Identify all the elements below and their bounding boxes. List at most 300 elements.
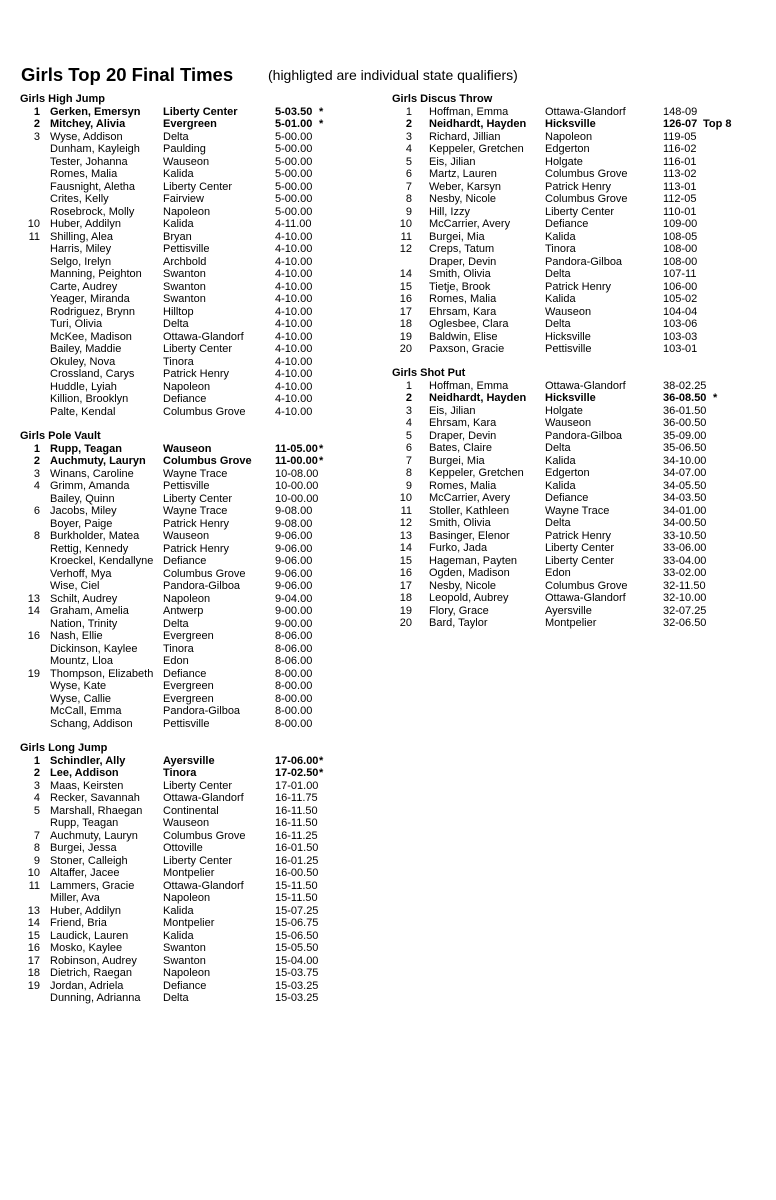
event-heading: Girls Shot Put [392,367,466,379]
result-row [20,243,313,256]
school-name: Ayersville [163,754,215,767]
result-row [392,205,697,219]
school-name: Fairview [163,193,204,205]
event-heading: Girls Discus Throw [392,93,493,105]
result-row [20,343,313,356]
result-row [392,554,707,568]
place-cell: 6 [405,168,412,180]
result-mark: 34-00.50 [663,517,707,529]
result-mark: 15-07.25 [275,904,319,917]
result-mark: 105-02 [663,293,698,305]
result-mark: 4-10.00 [275,380,313,393]
athlete-name: McCarrier, Avery [429,492,511,504]
school-name: Hicksville [545,392,596,404]
place-cell: 2 [33,118,40,130]
place-cell: 11 [28,879,40,892]
school-name: Tinora [163,767,197,779]
athlete-name: Yeager, Miranda [50,293,130,305]
school-name: Wauseon [545,417,592,429]
athlete-name: Fausnight, Aletha [50,180,136,193]
result-row [20,542,313,556]
school-name: Ottawa-Glandorf [163,330,244,343]
athlete-name: Romes, Malia [429,479,497,492]
result-mark: 15-04.00 [275,954,319,967]
result-mark: 15-06.50 [275,929,319,942]
athlete-name: Flory, Grace [429,604,489,617]
athlete-name: Baldwin, Elise [429,330,498,343]
result-mark: 5-00.00 [275,193,313,205]
result-row [392,230,698,244]
athlete-name: Grimm, Amanda [50,480,130,492]
result-row [20,505,313,518]
result-mark: 4-10.00 [275,318,313,330]
athlete-name: Richard, Jillian [429,130,501,143]
result-row [392,429,707,443]
result-mark: 15-05.50 [275,942,319,954]
result-mark: 4-10.00 [275,280,313,293]
place-cell: 8 [405,193,412,205]
result-row [20,155,313,169]
result-mark: 9-08.00 [275,517,313,530]
school-name: Liberty Center [545,542,615,554]
result-mark: 103-03 [663,330,698,343]
school-name: Tinora [163,642,194,655]
result-mark: 11-00.00 [275,455,318,467]
school-name: Ottawa-Glandorf [163,792,244,804]
place-cell: 12 [399,517,412,529]
result-mark: 9-06.00 [275,580,313,592]
place-cell: 11 [400,504,412,517]
result-mark: 4-10.00 [275,355,313,368]
school-name: Edgerton [545,467,590,479]
school-name: Defiance [545,218,589,230]
athlete-name: Crossland, Carys [50,368,135,380]
place-cell: 4 [405,417,412,429]
place-cell: 8 [33,842,40,854]
place-cell: 1 [405,105,412,118]
athlete-name: Marshall, Rhaegan [50,804,143,817]
school-name: Wayne Trace [163,505,228,517]
athlete-name: Turi, Olivia [50,318,103,330]
place-cell: 13 [27,904,40,917]
qualifier-note: * [319,118,324,130]
result-mark: 104-04 [663,305,698,318]
athlete-name: Draper, Devin [429,255,497,268]
athlete-name: Keppeler, Gretchen [429,467,524,479]
athlete-name: Tietje, Brook [429,280,491,293]
school-name: Delta [545,268,571,280]
athlete-name: Burgei, Mia [429,230,485,243]
result-row [20,180,313,194]
result-mark: 10-08.00 [275,467,319,480]
athlete-name: Jacobs, Miley [50,505,117,517]
place-cell: 9 [33,854,40,867]
athlete-name: Miller, Ava [50,892,100,904]
place-cell: 2 [405,392,412,404]
result-mark: 103-06 [663,318,698,330]
place-cell: 9 [405,479,412,492]
result-mark: 113-01 [663,180,697,193]
result-row [392,155,697,169]
result-mark: 109-00 [663,218,698,230]
place-cell: 14 [399,268,412,280]
result-row [20,617,313,631]
result-mark: 15-03.25 [275,992,319,1004]
result-row [392,343,698,356]
athlete-name: Stoller, Kathleen [429,504,510,517]
place-cell: 17 [27,954,40,967]
school-name: Pandora-Gilboa [545,429,623,442]
result-mark: 34-05.50 [663,479,707,492]
athlete-name: Keppeler, Gretchen [429,143,524,155]
result-row [20,967,319,980]
athlete-name: Shilling, Alea [50,230,113,243]
place-cell: 8 [33,530,40,542]
athlete-name: Recker, Savannah [50,792,140,804]
place-cell: 5 [405,155,412,168]
athlete-name: Nesby, Nicole [429,193,497,205]
athlete-name: Tester, Johanna [50,155,128,168]
place-cell: 16 [399,293,412,305]
place-cell: 7 [405,454,412,467]
result-row [20,879,318,893]
result-mark: 16-11.50 [275,804,318,817]
athlete-name: Crites, Kelly [50,193,109,205]
school-name: Edon [545,567,571,579]
result-row [20,380,313,394]
school-name: Kalida [163,168,194,180]
result-mark: 36-00.50 [663,417,707,429]
place-cell: 4 [405,143,412,155]
qualifier-note: * [319,767,324,779]
school-name: Liberty Center [163,180,233,193]
result-row [20,605,313,618]
result-row [20,779,319,793]
result-mark: 8-00.00 [275,717,313,730]
place-cell: 17 [399,579,412,592]
school-name: Columbus Grove [163,567,246,580]
athlete-name: Eis, Jilian [429,155,476,168]
result-row [392,330,698,344]
athlete-name: Burkholder, Matea [50,530,140,542]
result-mark: 16-01.25 [275,854,319,867]
school-name: Delta [545,517,571,529]
result-row [20,355,313,369]
school-name: Ottawa-Glandorf [163,879,244,892]
school-name: Napoleon [163,892,211,904]
result-mark: 33-04.00 [663,554,707,567]
athlete-name: Burgei, Jessa [50,842,117,854]
result-mark: 8-06.00 [275,655,313,667]
athlete-name: Wise, Ciel [50,580,100,592]
school-name: Pettisville [163,717,210,730]
result-row [20,917,319,930]
athlete-name: Palte, Kendal [50,405,116,418]
school-name: Defiance [163,393,207,405]
athlete-name: Schindler, Ally [50,754,126,767]
result-mark: 34-10.00 [663,454,707,467]
school-name: Tinora [163,355,194,368]
athlete-name: Auchmuty, Lauryn [50,829,138,842]
athlete-name: Smith, Olivia [429,517,491,529]
athlete-name: Rupp, Teagan [50,442,122,455]
result-mark: 8-00.00 [275,667,313,680]
result-mark: 9-04.00 [275,592,313,605]
result-mark: 36-01.50 [663,404,707,417]
place-cell: 4 [33,480,40,492]
result-row [20,105,324,119]
place-cell: 3 [33,467,40,480]
result-mark: 4-10.00 [275,293,313,305]
athlete-name: Dunning, Adrianna [50,992,141,1004]
place-cell: 1 [33,442,40,455]
athlete-name: Verhoff, Mya [50,567,112,580]
place-cell: 5 [33,804,40,817]
result-row [20,754,324,768]
result-mark: 16-01.50 [275,842,319,854]
athlete-name: Jordan, Adriela [50,979,124,992]
place-cell: 2 [405,118,412,130]
school-name: Pandora-Gilboa [163,580,241,592]
place-cell: 1 [33,754,40,767]
athlete-name: Smith, Olivia [429,268,491,280]
school-name: Defiance [163,667,207,680]
result-row [392,592,707,605]
result-row [392,467,707,480]
school-name: Columbus Grove [545,579,628,592]
school-name: Liberty Center [163,105,238,118]
athlete-name: Hoffman, Emma [429,105,509,118]
qualifier-note: Top 8 [703,118,732,130]
athlete-name: Boyer, Paige [50,517,113,530]
result-mark: 148-09 [663,105,698,118]
result-mark: 4-10.00 [275,305,313,318]
result-row [392,130,697,144]
school-name: Antwerp [163,605,204,617]
result-row [20,680,313,693]
result-row [20,692,313,706]
athlete-name: Dietrich, Raegan [50,967,132,979]
result-row [20,218,312,231]
school-name: Edon [163,655,189,667]
result-row [392,604,707,618]
athlete-name: Dickinson, Kaylee [50,642,138,655]
athlete-name: Nation, Trinity [50,617,118,630]
result-row [392,118,732,131]
place-cell: 18 [27,967,40,979]
result-row [392,579,706,593]
place-cell: 19 [399,330,412,343]
result-mark: 4-10.00 [275,393,313,405]
result-mark: 16-00.50 [275,867,319,879]
school-name: Columbus Grove [545,168,628,180]
result-mark: 116-01 [663,155,697,168]
athlete-name: Dunham, Kayleigh [50,143,140,155]
result-mark: 15-03.75 [275,967,319,979]
place-cell: 16 [399,567,412,579]
result-row [392,567,707,580]
school-name: Patrick Henry [163,542,230,555]
school-name: Liberty Center [545,205,615,218]
result-mark: 38-02.25 [663,379,707,392]
school-name: Napoleon [163,380,211,393]
athlete-name: Rupp, Teagan [50,817,119,829]
athlete-name: Altaffer, Jacee [50,867,120,879]
athlete-name: Auchmuty, Lauryn [50,455,146,467]
school-name: Patrick Henry [163,368,230,380]
athlete-name: Ehrsam, Kara [429,417,497,429]
school-name: Paulding [163,143,206,155]
school-name: Swanton [163,268,206,280]
result-mark: 113-02 [663,168,697,180]
event-discus-throw [392,93,732,356]
result-mark: 103-01 [663,343,698,355]
school-name: Liberty Center [545,554,615,567]
school-name: Montpelier [545,617,597,629]
result-mark: 9-06.00 [275,555,313,567]
result-row [20,942,319,955]
result-row [20,992,319,1005]
school-name: Liberty Center [163,854,233,867]
result-mark: 8-00.00 [275,680,313,692]
school-name: Ottoville [163,842,203,854]
result-row [20,492,319,506]
result-row [20,405,313,419]
result-mark: 36-08.50 [663,392,707,404]
place-cell: 14 [399,542,412,554]
place-cell: 6 [33,505,40,517]
school-name: Kalida [545,293,576,305]
result-mark: 5-00.00 [275,168,313,180]
school-name: Swanton [163,954,206,967]
result-row [20,630,313,643]
school-name: Kalida [545,230,576,243]
place-cell: 17 [399,305,412,318]
school-name: Patrick Henry [163,517,230,530]
page-subtitle: (highligted are individual state qualifiers) [268,67,518,83]
result-mark: 17-02.50 [275,767,319,779]
school-name: Wauseon [163,155,210,168]
result-mark: 35-09.00 [663,429,707,442]
result-row [20,143,313,156]
result-mark: 106-00 [663,280,698,293]
result-row [392,255,698,269]
result-mark: 5-01.00 [275,118,313,130]
place-cell: 19 [399,604,412,617]
result-row [20,717,313,731]
result-row [20,280,313,294]
result-mark: 110-01 [663,205,697,218]
athlete-name: Kroeckel, Kendallyne [50,555,154,567]
result-row [20,305,313,319]
result-mark: 8-06.00 [275,642,313,655]
place-cell: 19 [27,979,40,992]
school-name: Ayersville [545,604,592,617]
result-mark: 15-06.75 [275,917,319,929]
result-mark: 32-07.25 [663,604,707,617]
result-row [392,517,707,530]
result-mark: 126-07 [663,118,698,130]
result-row [392,193,697,206]
place-cell: 11 [400,230,412,243]
result-mark: 8-06.00 [275,630,313,642]
school-name: Kalida [545,454,576,467]
result-mark: 108-05 [663,230,698,243]
school-name: Pettisville [163,480,210,492]
result-mark: 9-00.00 [275,617,313,630]
place-cell: 10 [27,867,40,879]
result-row [392,504,707,518]
result-mark: 33-06.00 [663,542,707,554]
result-row [20,842,319,855]
result-mark: 15-11.50 [275,879,318,892]
school-name: Liberty Center [163,779,233,792]
athlete-name: Graham, Amelia [50,605,129,617]
result-row [392,479,707,493]
place-cell: 12 [399,243,412,255]
qualifier-note: * [319,455,324,467]
place-cell: 3 [33,130,40,143]
athlete-name: Manning, Peighton [50,268,142,280]
athlete-name: Romes, Malia [429,293,497,305]
place-cell: 3 [405,404,412,417]
athlete-name: Oglesbee, Clara [429,318,509,330]
place-cell: 1 [33,105,40,118]
result-row [20,393,313,406]
result-row [20,193,313,206]
athlete-name: Rodriguez, Brynn [50,305,135,318]
school-name: Columbus Grove [163,455,252,467]
result-row [20,480,319,493]
result-row [392,143,697,156]
result-mark: 4-11.00 [275,218,312,230]
athlete-name: Nash, Ellie [50,630,103,642]
place-cell: 4 [33,792,40,804]
result-mark: 9-00.00 [275,605,313,617]
school-name: Delta [163,318,189,330]
result-mark: 15-03.25 [275,979,319,992]
school-name: Patrick Henry [545,280,612,293]
result-mark: 34-01.00 [663,504,707,517]
result-mark: 5-00.00 [275,155,313,168]
result-mark: 116-02 [663,143,697,155]
page-title: Girls Top 20 Final Times [21,64,234,85]
school-name: Swanton [163,280,206,293]
school-name: Tinora [545,243,576,255]
result-mark: 34-03.50 [663,492,707,504]
result-mark: 9-06.00 [275,530,313,542]
school-name: Hicksville [545,330,591,343]
school-name: Columbus Grove [545,193,628,205]
result-mark: 4-10.00 [275,243,313,255]
result-row [392,293,698,306]
result-row [20,118,324,131]
school-name: Ottawa-Glandorf [545,105,626,118]
result-row [20,318,313,331]
place-cell: 8 [405,467,412,479]
result-row [20,205,313,219]
result-row [20,829,318,843]
result-row [20,530,313,543]
school-name: Pandora-Gilboa [545,255,623,268]
place-cell: 14 [27,917,40,929]
result-row [20,817,318,830]
place-cell: 20 [399,617,412,629]
result-row [392,268,697,281]
place-cell: 3 [33,779,40,792]
result-mark: 10-00.00 [275,492,319,505]
athlete-name: Huddle, Lyiah [50,380,117,393]
